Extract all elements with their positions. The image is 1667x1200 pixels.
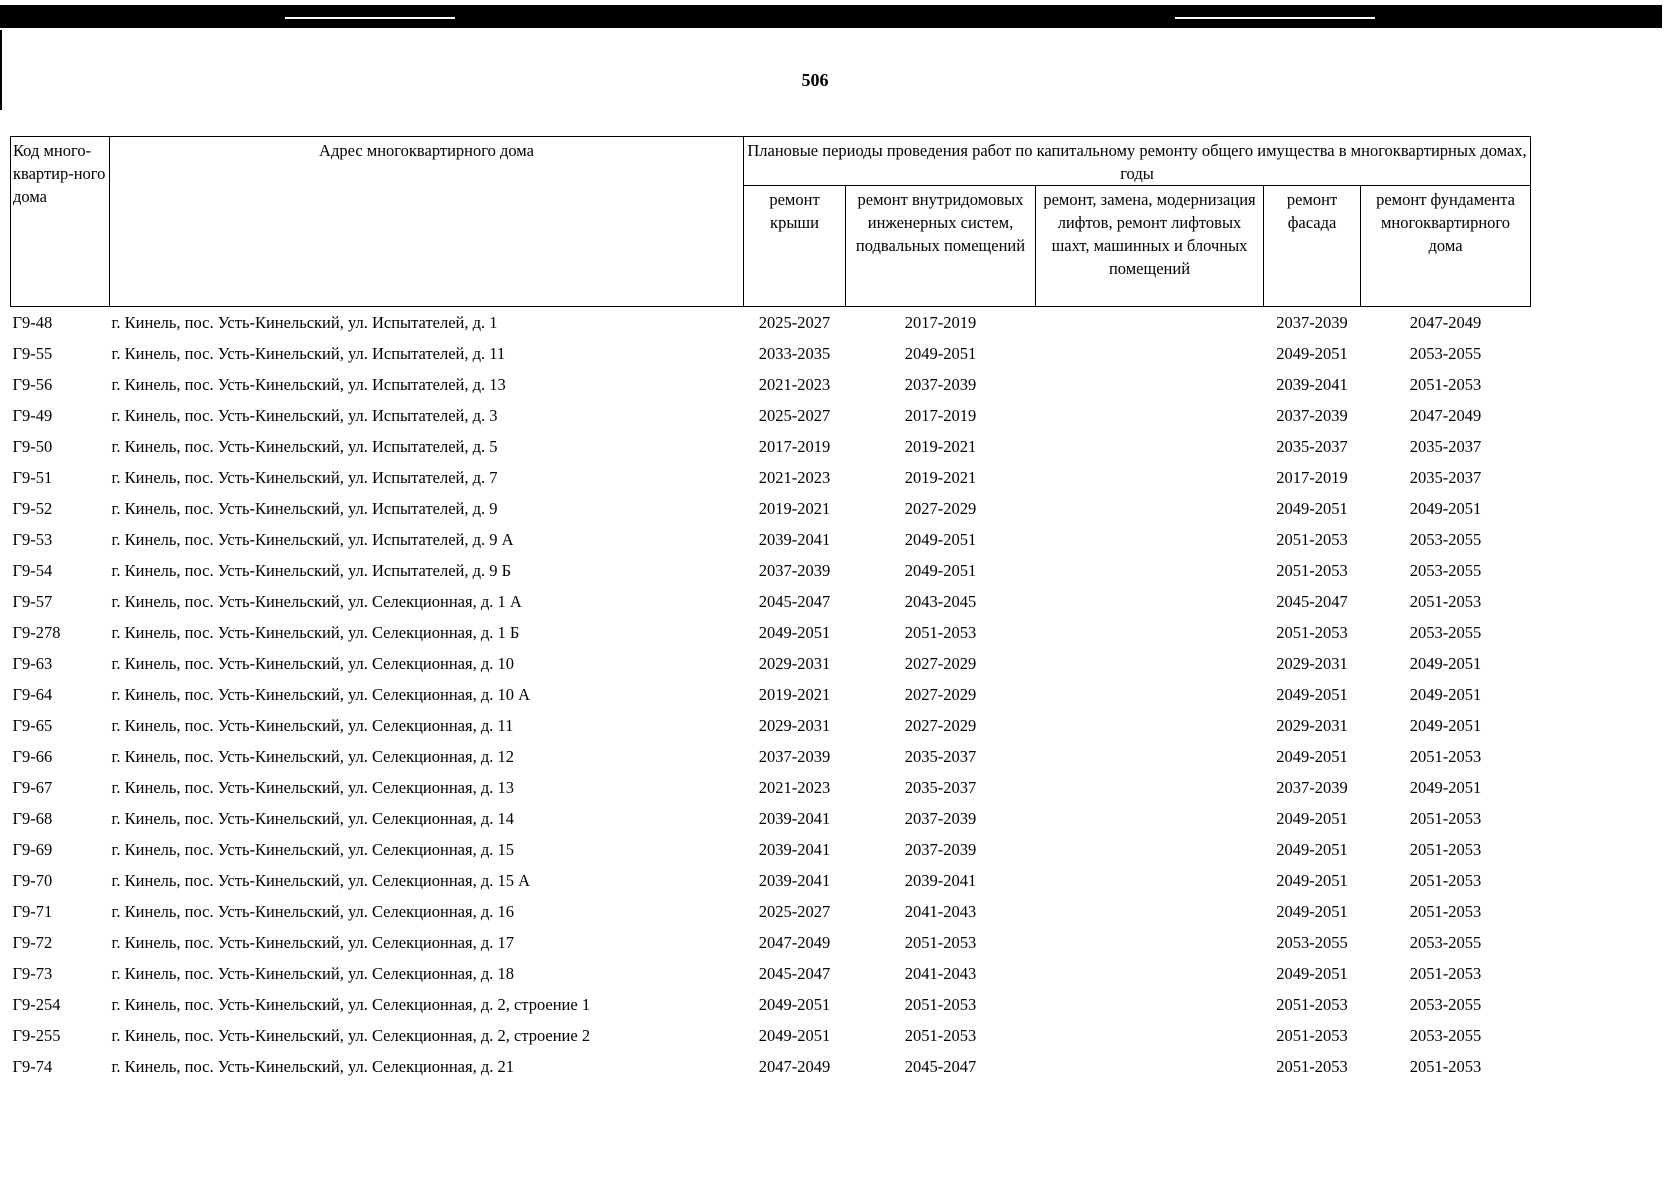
- cell-address: г. Кинель, пос. Усть-Кинельский, ул. Испытателей, д. 9 А: [111, 530, 514, 549]
- cell-address: г. Кинель, пос. Усть-Кинельский, ул. Селекционная, д. 21: [111, 1057, 514, 1076]
- cell-foundation: 2053-2055: [1409, 933, 1482, 952]
- cell-roof: 2025-2027: [758, 313, 831, 332]
- cell-elevators: [1036, 1020, 1264, 1051]
- cell-foundation: 2051-2053: [1409, 592, 1482, 611]
- header-engineering: ремонт внутридомовых инженерных систем, подвальных помещений: [846, 186, 1036, 307]
- cell-engineering: 2019-2021: [904, 468, 977, 487]
- cell-roof: 2029-2031: [758, 716, 831, 735]
- table-row: [11, 400, 1531, 431]
- cell-roof: 2033-2035: [758, 344, 831, 363]
- cell-foundation: 2047-2049: [1409, 406, 1482, 425]
- cell-foundation: 2051-2053: [1409, 871, 1482, 890]
- cell-address: г. Кинель, пос. Усть-Кинельский, ул. Селекционная, д. 15: [111, 840, 514, 859]
- cell-foundation: 2049-2051: [1409, 716, 1482, 735]
- cell-facade: 2049-2051: [1276, 747, 1348, 766]
- cell-code: Г9-48: [12, 313, 53, 332]
- page-number: 506: [801, 70, 829, 90]
- cell-elevators: [1036, 989, 1264, 1020]
- header-roof: ремонт крыши: [744, 186, 846, 307]
- cell-facade: 2049-2051: [1276, 871, 1348, 890]
- cell-facade: 2051-2053: [1276, 1057, 1348, 1076]
- cell-roof: 2045-2047: [758, 592, 831, 611]
- cell-address: г. Кинель, пос. Усть-Кинельский, ул. Селекционная, д. 1 А: [111, 592, 522, 611]
- scan-border-gap: [1175, 17, 1375, 19]
- cell-facade: 2037-2039: [1276, 406, 1348, 425]
- cell-roof: 2021-2023: [758, 468, 831, 487]
- cell-roof: 2049-2051: [758, 623, 831, 642]
- cell-facade: 2051-2053: [1276, 623, 1348, 642]
- table-row: [11, 462, 1531, 493]
- cell-address: г. Кинель, пос. Усть-Кинельский, ул. Селекционная, д. 13: [111, 778, 514, 797]
- cell-foundation: 2049-2051: [1409, 685, 1482, 704]
- cell-engineering: 2041-2043: [904, 964, 977, 983]
- cell-facade: 2049-2051: [1276, 809, 1348, 828]
- cell-foundation: 2049-2051: [1409, 499, 1482, 518]
- cell-elevators: [1036, 431, 1264, 462]
- scan-border-gap: [285, 17, 455, 19]
- cell-foundation: 2053-2055: [1409, 561, 1482, 580]
- cell-engineering: 2037-2039: [904, 375, 977, 394]
- cell-code: Г9-68: [12, 809, 53, 828]
- cell-code: Г9-72: [12, 933, 53, 952]
- cell-facade: 2049-2051: [1276, 902, 1348, 921]
- cell-elevators: [1036, 896, 1264, 927]
- cell-foundation: 2053-2055: [1409, 1026, 1482, 1045]
- table-row: [11, 617, 1531, 648]
- table-row: [11, 1051, 1531, 1082]
- cell-code: Г9-51: [12, 468, 53, 487]
- cell-code: Г9-70: [12, 871, 53, 890]
- cell-engineering: 2051-2053: [904, 995, 977, 1014]
- cell-facade: 2049-2051: [1276, 685, 1348, 704]
- cell-elevators: [1036, 927, 1264, 958]
- cell-engineering: 2041-2043: [904, 902, 977, 921]
- table-row: [11, 431, 1531, 462]
- cell-code: Г9-74: [12, 1057, 53, 1076]
- cell-address: г. Кинель, пос. Усть-Кинельский, ул. Испытателей, д. 1: [111, 313, 498, 332]
- table-body: [11, 307, 1531, 1083]
- cell-elevators: [1036, 617, 1264, 648]
- cell-foundation: 2051-2053: [1409, 747, 1482, 766]
- cell-code: Г9-49: [12, 406, 53, 425]
- table-row: [11, 772, 1531, 803]
- cell-elevators: [1036, 648, 1264, 679]
- cell-roof: 2039-2041: [758, 840, 831, 859]
- table-row: [11, 648, 1531, 679]
- cell-engineering: 2027-2029: [904, 685, 977, 704]
- cell-engineering: 2017-2019: [904, 313, 977, 332]
- cell-address: г. Кинель, пос. Усть-Кинельский, ул. Селекционная, д. 11: [111, 716, 514, 735]
- table-row: [11, 865, 1531, 896]
- cell-engineering: 2027-2029: [904, 654, 977, 673]
- cell-foundation: 2051-2053: [1409, 809, 1482, 828]
- cell-code: Г9-64: [12, 685, 53, 704]
- cell-address: г. Кинель, пос. Усть-Кинельский, ул. Испытателей, д. 9 Б: [111, 561, 512, 580]
- cell-engineering: 2037-2039: [904, 840, 977, 859]
- cell-engineering: 2049-2051: [904, 530, 977, 549]
- table-row: [11, 927, 1531, 958]
- cell-foundation: 2051-2053: [1409, 902, 1482, 921]
- cell-foundation: 2051-2053: [1409, 375, 1482, 394]
- cell-roof: 2019-2021: [758, 685, 831, 704]
- cell-elevators: [1036, 772, 1264, 803]
- cell-facade: 2045-2047: [1276, 592, 1348, 611]
- cell-address: г. Кинель, пос. Усть-Кинельский, ул. Испытателей, д. 13: [111, 375, 506, 394]
- cell-roof: 2025-2027: [758, 902, 831, 921]
- table-row: [11, 989, 1531, 1020]
- table-row: [11, 493, 1531, 524]
- cell-address: г. Кинель, пос. Усть-Кинельский, ул. Селекционная, д. 2, строение 1: [111, 995, 591, 1014]
- cell-facade: 2029-2031: [1276, 654, 1348, 673]
- cell-code: Г9-50: [12, 437, 53, 456]
- header-code: Код много-квартир-ного дома: [11, 137, 110, 307]
- cell-elevators: [1036, 462, 1264, 493]
- cell-address: г. Кинель, пос. Усть-Кинельский, ул. Селекционная, д. 15 А: [111, 871, 531, 890]
- cell-elevators: [1036, 803, 1264, 834]
- table-row: [11, 710, 1531, 741]
- cell-roof: 2049-2051: [758, 1026, 831, 1045]
- cell-code: Г9-56: [12, 375, 53, 394]
- cell-roof: 2029-2031: [758, 654, 831, 673]
- cell-engineering: 2019-2021: [904, 437, 977, 456]
- cell-address: г. Кинель, пос. Усть-Кинельский, ул. Испытателей, д. 5: [111, 437, 498, 456]
- cell-engineering: 2051-2053: [904, 1026, 977, 1045]
- cell-code: Г9-53: [12, 530, 53, 549]
- cell-elevators: [1036, 338, 1264, 369]
- cell-facade: 2051-2053: [1276, 530, 1348, 549]
- cell-engineering: 2035-2037: [904, 747, 977, 766]
- cell-code: Г9-255: [12, 1026, 61, 1045]
- cell-facade: 2039-2041: [1276, 375, 1348, 394]
- cell-engineering: 2045-2047: [904, 1057, 977, 1076]
- cell-elevators: [1036, 400, 1264, 431]
- cell-address: г. Кинель, пос. Усть-Кинельский, ул. Испытателей, д. 11: [111, 344, 506, 363]
- cell-engineering: 2035-2037: [904, 778, 977, 797]
- cell-engineering: 2043-2045: [904, 592, 977, 611]
- cell-roof: 2021-2023: [758, 375, 831, 394]
- cell-elevators: [1036, 834, 1264, 865]
- cell-roof: 2017-2019: [758, 437, 831, 456]
- cell-elevators: [1036, 586, 1264, 617]
- cell-elevators: [1036, 710, 1264, 741]
- table-row: [11, 586, 1531, 617]
- cell-code: Г9-73: [12, 964, 53, 983]
- cell-foundation: 2051-2053: [1409, 964, 1482, 983]
- cell-elevators: [1036, 958, 1264, 989]
- cell-elevators: [1036, 493, 1264, 524]
- cell-engineering: 2051-2053: [904, 933, 977, 952]
- cell-roof: 2037-2039: [758, 561, 831, 580]
- capital-repair-schedule-table: [10, 136, 1531, 1082]
- cell-facade: 2049-2051: [1276, 344, 1348, 363]
- table-row: [11, 338, 1531, 369]
- table-row: [11, 524, 1531, 555]
- cell-address: г. Кинель, пос. Усть-Кинельский, ул. Селекционная, д. 17: [111, 933, 514, 952]
- cell-address: г. Кинель, пос. Усть-Кинельский, ул. Испытателей, д. 9: [111, 499, 498, 518]
- table-row: [11, 958, 1531, 989]
- cell-facade: 2017-2019: [1276, 468, 1348, 487]
- cell-facade: 2037-2039: [1276, 778, 1348, 797]
- cell-foundation: 2053-2055: [1409, 344, 1482, 363]
- table-row: [11, 1020, 1531, 1051]
- cell-facade: 2051-2053: [1276, 995, 1348, 1014]
- cell-foundation: 2049-2051: [1409, 778, 1482, 797]
- table-row: [11, 741, 1531, 772]
- cell-roof: 2047-2049: [758, 933, 831, 952]
- cell-code: Г9-63: [12, 654, 53, 673]
- cell-engineering: 2049-2051: [904, 344, 977, 363]
- cell-address: г. Кинель, пос. Усть-Кинельский, ул. Селекционная, д. 10 А: [111, 685, 531, 704]
- cell-engineering: 2049-2051: [904, 561, 977, 580]
- cell-engineering: 2017-2019: [904, 406, 977, 425]
- cell-foundation: 2035-2037: [1409, 468, 1482, 487]
- cell-roof: 2039-2041: [758, 871, 831, 890]
- cell-code: Г9-67: [12, 778, 53, 797]
- cell-facade: 2035-2037: [1276, 437, 1348, 456]
- cell-facade: 2051-2053: [1276, 1026, 1348, 1045]
- cell-foundation: 2053-2055: [1409, 995, 1482, 1014]
- cell-code: Г9-254: [12, 995, 61, 1014]
- cell-address: г. Кинель, пос. Усть-Кинельский, ул. Селекционная, д. 18: [111, 964, 514, 983]
- cell-code: Г9-57: [12, 592, 53, 611]
- cell-address: г. Кинель, пос. Усть-Кинельский, ул. Селекционная, д. 12: [111, 747, 514, 766]
- header-periods-group: Плановые периоды проведения работ по капитальному ремонту общего имущества в многоквартирных домах, годы: [744, 137, 1531, 186]
- table-row: [11, 834, 1531, 865]
- cell-code: Г9-52: [12, 499, 53, 518]
- cell-code: Г9-55: [12, 344, 53, 363]
- cell-roof: 2025-2027: [758, 406, 831, 425]
- cell-roof: 2049-2051: [758, 995, 831, 1014]
- cell-roof: 2045-2047: [758, 964, 831, 983]
- cell-elevators: [1036, 307, 1264, 339]
- cell-roof: 2047-2049: [758, 1057, 831, 1076]
- cell-elevators: [1036, 1051, 1264, 1082]
- cell-foundation: 2053-2055: [1409, 623, 1482, 642]
- cell-roof: 2019-2021: [758, 499, 831, 518]
- cell-code: Г9-69: [12, 840, 53, 859]
- header-elevators: ремонт, замена, модернизация лифтов, ремонт лифтовых шахт, машинных и блочных помещений: [1036, 186, 1264, 307]
- cell-facade: 2053-2055: [1276, 933, 1348, 952]
- cell-roof: 2021-2023: [758, 778, 831, 797]
- header-facade: ремонт фасада: [1264, 186, 1361, 307]
- header-foundation: ремонт фундамента многоквартирного дома: [1361, 186, 1531, 307]
- cell-elevators: [1036, 679, 1264, 710]
- scan-top-border: [0, 5, 1662, 28]
- cell-foundation: 2051-2053: [1409, 1057, 1482, 1076]
- table-row: [11, 555, 1531, 586]
- cell-address: г. Кинель, пос. Усть-Кинельский, ул. Испытателей, д. 7: [111, 468, 498, 487]
- table-row: [11, 803, 1531, 834]
- cell-engineering: 2051-2053: [904, 623, 977, 642]
- cell-roof: 2037-2039: [758, 747, 831, 766]
- cell-code: Г9-54: [12, 561, 53, 580]
- cell-facade: 2029-2031: [1276, 716, 1348, 735]
- cell-engineering: 2027-2029: [904, 499, 977, 518]
- cell-engineering: 2039-2041: [904, 871, 977, 890]
- cell-facade: 2051-2053: [1276, 561, 1348, 580]
- table-row: [11, 307, 1531, 339]
- cell-elevators: [1036, 524, 1264, 555]
- cell-foundation: 2047-2049: [1409, 313, 1482, 332]
- cell-code: Г9-278: [12, 623, 61, 642]
- cell-engineering: 2027-2029: [904, 716, 977, 735]
- table-row: [11, 896, 1531, 927]
- cell-facade: 2037-2039: [1276, 313, 1348, 332]
- table-row: [11, 369, 1531, 400]
- table-row: [11, 679, 1531, 710]
- cell-code: Г9-65: [12, 716, 53, 735]
- cell-facade: 2049-2051: [1276, 964, 1348, 983]
- cell-facade: 2049-2051: [1276, 499, 1348, 518]
- header-address: Адрес многоквартирного дома: [110, 137, 744, 307]
- cell-elevators: [1036, 865, 1264, 896]
- cell-elevators: [1036, 741, 1264, 772]
- cell-code: Г9-66: [12, 747, 53, 766]
- cell-elevators: [1036, 369, 1264, 400]
- cell-roof: 2039-2041: [758, 809, 831, 828]
- cell-facade: 2049-2051: [1276, 840, 1348, 859]
- cell-address: г. Кинель, пос. Усть-Кинельский, ул. Селекционная, д. 2, строение 2: [111, 1026, 591, 1045]
- cell-engineering: 2037-2039: [904, 809, 977, 828]
- cell-foundation: 2035-2037: [1409, 437, 1482, 456]
- cell-address: г. Кинель, пос. Усть-Кинельский, ул. Селекционная, д. 16: [111, 902, 514, 921]
- cell-roof: 2039-2041: [758, 530, 831, 549]
- cell-address: г. Кинель, пос. Усть-Кинельский, ул. Испытателей, д. 3: [111, 406, 498, 425]
- cell-address: г. Кинель, пос. Усть-Кинельский, ул. Селекционная, д. 10: [111, 654, 514, 673]
- cell-address: г. Кинель, пос. Усть-Кинельский, ул. Селекционная, д. 14: [111, 809, 514, 828]
- cell-code: Г9-71: [12, 902, 53, 921]
- cell-address: г. Кинель, пос. Усть-Кинельский, ул. Селекционная, д. 1 Б: [111, 623, 520, 642]
- cell-foundation: 2049-2051: [1409, 654, 1482, 673]
- cell-foundation: 2053-2055: [1409, 530, 1482, 549]
- cell-foundation: 2051-2053: [1409, 840, 1482, 859]
- cell-elevators: [1036, 555, 1264, 586]
